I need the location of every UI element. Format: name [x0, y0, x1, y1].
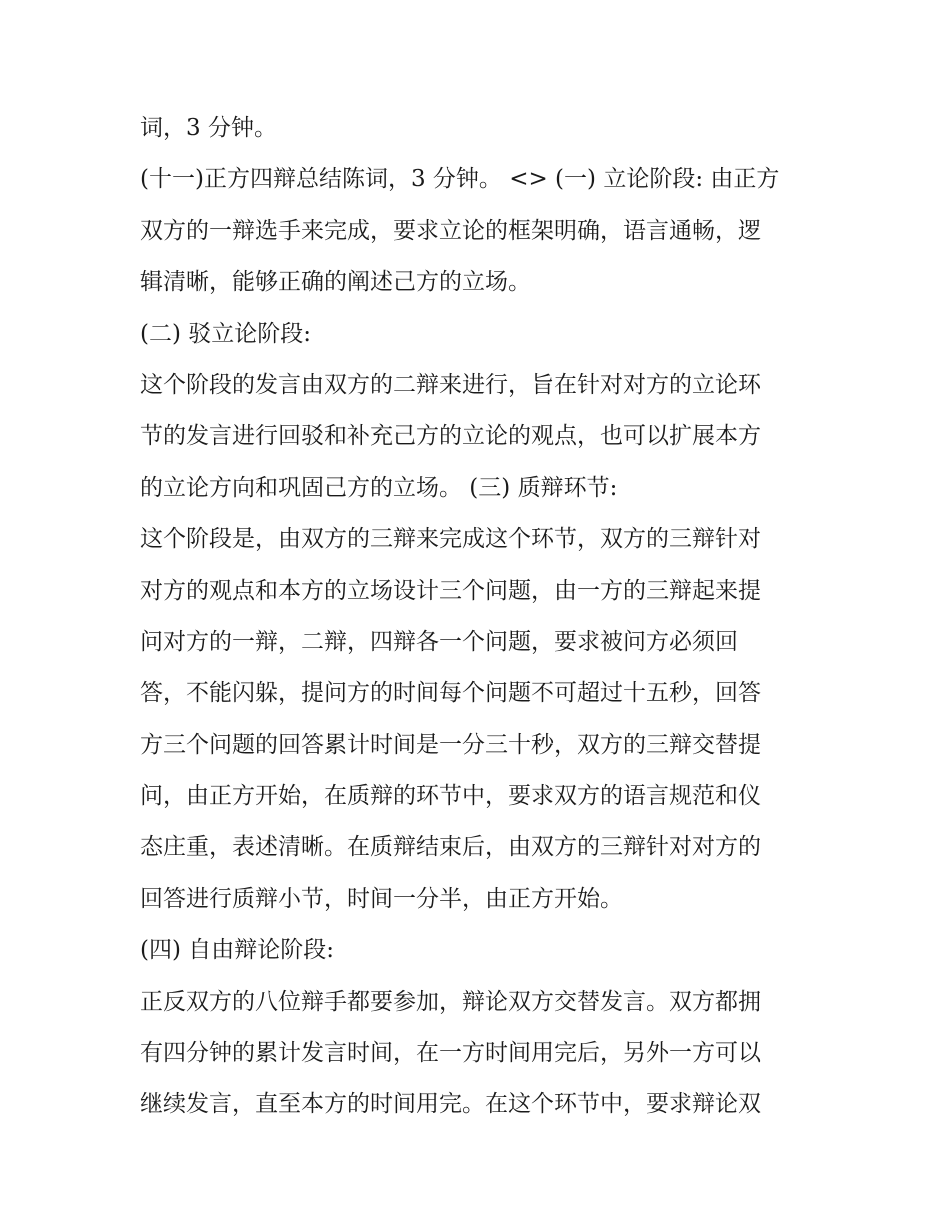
text-line: 这个阶段的发言由双方的二辩来进行，旨在针对对方的立论环 [140, 371, 761, 398]
text-line: 的立论方向和巩固己方的立场。 (三) 质辩环节: [140, 474, 618, 501]
section-heading: (四) 自由辩论阶段: [140, 937, 335, 964]
text-line: 辑清晰，能够正确的阐述己方的立场。 [140, 269, 531, 296]
text-line: 对方的观点和本方的立场设计三个问题，由一方的三辩起来提 [140, 577, 761, 604]
text-line: 词，3 分钟。 [140, 115, 277, 141]
text-line: 方三个问题的回答累计时间是一分三十秒，双方的三辩交替提 [140, 731, 761, 758]
text-line: 正反双方的八位辩手都要参加，辩论双方交替发言。双方都拥 [140, 988, 761, 1015]
text-line: (十一)正方四辩总结陈词，3 分钟。 <> (一) 立论阶段: 由正方 [140, 166, 780, 193]
text-line: 答，不能闪躲，提问方的时间每个问题不可超过十五秒，回答 [140, 680, 761, 707]
text-line: 问对方的一辩，二辩，四辩各一个问题，要求被问方必须回 [140, 628, 738, 655]
section-heading: (二) 驳立论阶段: [140, 320, 312, 347]
text-line: 问，由正方开始，在质辩的环节中，要求双方的语言规范和仪 [140, 783, 761, 810]
document-body [140, 103, 820, 1131]
text-line: 态庄重，表述清晰。在质辩结束后，由双方的三辩针对对方的 [140, 834, 761, 861]
text-line: 回答进行质辩小节，时间一分半，由正方开始。 [140, 885, 623, 912]
text-line: 节的发言进行回驳和补充己方的立论的观点，也可以扩展本方 [140, 423, 761, 450]
text-line: 继续发言，直至本方的时间用完。在这个环节中，要求辩论双 [140, 1091, 761, 1118]
text-line: 双方的一辩选手来完成，要求立论的框架明确，语言通畅，逻 [140, 217, 761, 244]
text-line: 有四分钟的累计发言时间，在一方时间用完后，另外一方可以 [140, 1040, 761, 1067]
text-line: 这个阶段是，由双方的三辩来完成这个环节，双方的三辩针对 [140, 526, 761, 553]
